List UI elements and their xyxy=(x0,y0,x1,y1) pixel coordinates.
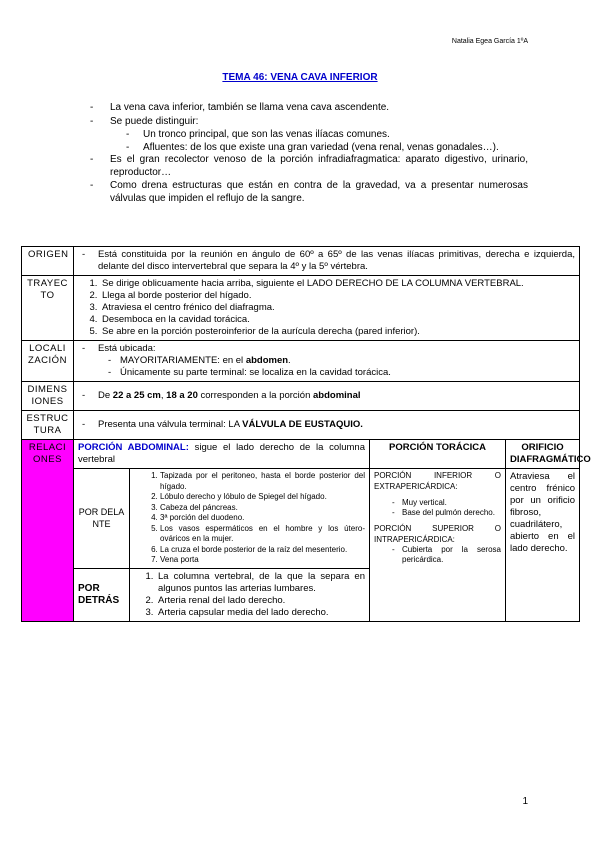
list-item: 4. 3ª porción del duodeno. xyxy=(160,513,365,524)
list-item: - Muy vertical. xyxy=(392,498,447,507)
list-item: 3. Arteria capsular media del lado derecho. xyxy=(156,607,365,619)
list-item: - Como drena estructuras que están en contra de la gravedad, va a presentar numerosas válvulas que impiden el reflujo de la sangre. xyxy=(90,180,528,204)
list-item: - Es el gran recolector venoso de la porción infradiafragmatica: aparato digestivo, urinario, reproductor… xyxy=(90,154,528,178)
row-label-estructura: ESTRUCTURA xyxy=(22,411,74,440)
row-label-relaciones: RELACIONES xyxy=(22,440,74,622)
row-content-dimensiones: - De 22 a 25 cm, 18 a 20 corresponden a la porción abdominal xyxy=(74,382,580,411)
table-row xyxy=(22,341,580,382)
list-item: - Se puede distinguir: xyxy=(90,115,199,127)
table-row xyxy=(22,276,580,341)
toracica-header: PORCIÓN TORÁCICA xyxy=(370,440,506,469)
list-item: 5. Los vasos espermáticos en el hombre y los útero-ováricos en la mujer. xyxy=(160,524,365,545)
header-author: Natalia Egea García 1ºA xyxy=(451,38,528,45)
orificio-header: ORIFICIO DIAFRAGMÁTICO xyxy=(506,440,580,469)
row-content-origen: - Está constituida por la reunión en ángulo de 60º a 65º de las venas ilíacas primitivas, derecha e izquierda, delante del disco intervertebral que separa la 4º y la 5º vértebra. xyxy=(74,247,580,276)
row-label-dimensiones: DIMENSIONES xyxy=(22,382,74,411)
list-item: 6. La cruza el borde posterior de la raíz del mesenterio. xyxy=(160,545,365,556)
toracica-content: PORCIÓN INFERIOR O EXTRAPERICÁRDICA: - Muy vertical. - Base del pulmón derecho. PORCIÓN SUPERIOR O INTRAPERICÁRDICA: - Cubierta por la serosa pericárdica. xyxy=(370,469,506,622)
list-item: 1. La columna vertebral, de la que la separa en algunos puntos las arterias lumbares. xyxy=(156,571,365,595)
table-row xyxy=(22,411,580,440)
list-item: 7. Vena porta xyxy=(160,555,365,566)
intro-list xyxy=(90,102,528,206)
list-item: 5. Se abre en la porción posteroinferior de la aurícula derecha (pared inferior). xyxy=(100,326,575,338)
list-subitem: - Un tronco principal, que son las venas ilíacas comunes. xyxy=(126,129,390,140)
list-item: 3. Atraviesa el centro frénico del diafragma. xyxy=(100,302,575,314)
abdominal-header: PORCIÓN ABDOMINAL: sigue el lado derecho de la columna vertebral xyxy=(74,440,370,469)
row-label-trayecto: TRAYECTO xyxy=(22,276,74,341)
list-item: 2. Arteria renal del lado derecho. xyxy=(156,595,365,607)
page-number: 1 xyxy=(522,796,528,807)
row-label-localizacion: LOCALIZACIÓN xyxy=(22,341,74,382)
orificio-content: Atraviesa el centro frénico por un orificio fibroso, cuadrilátero, abierto en el lado derecho. xyxy=(506,469,580,622)
list-item: 2. Lóbulo derecho y lóbulo de Spiegel del hígado. xyxy=(160,492,365,503)
list-item: 1. Tapizada por el peritoneo, hasta el borde posterior del hígado. xyxy=(160,471,365,492)
delante-content xyxy=(130,469,370,569)
delante-label: POR DELANTE xyxy=(74,469,130,569)
detras-content xyxy=(130,568,370,621)
list-subitem: - Afluentes: de los que existe una gran variedad (vena renal, venas gonadales…). xyxy=(126,141,499,153)
summary-table xyxy=(21,246,591,622)
list-item: - La vena cava inferior, también se llama vena cava ascendente. xyxy=(90,102,390,113)
list-item: 2. Llega al borde posterior del hígado. xyxy=(100,290,575,302)
table-row xyxy=(22,440,580,469)
table-row xyxy=(22,382,580,411)
table-row xyxy=(22,469,580,569)
detras-label: POR DETRÁS xyxy=(74,568,130,621)
row-label-origen: ORIGEN xyxy=(22,247,74,276)
row-content-trayecto xyxy=(74,276,580,341)
page-title: TEMA 46: VENA CAVA INFERIOR xyxy=(222,72,378,83)
row-content-localizacion: - Está ubicada: - MAYORITARIAMENTE: en el abdomen. - Únicamente su parte terminal: se localiza en la cavidad torácica. xyxy=(74,341,580,382)
row-content-estructura: - Presenta una válvula terminal: LA VÁLVULA DE EUSTAQUIO. xyxy=(74,411,580,440)
list-item: 3. Cabeza del páncreas. xyxy=(160,503,365,514)
list-item: - Cubierta por la serosa pericárdica. xyxy=(392,545,501,564)
table-row xyxy=(22,247,580,276)
list-item: - Base del pulmón derecho. xyxy=(392,508,495,517)
list-item: 1. Se dirige oblicuamente hacia arriba, siguiente el LADO DERECHO DE LA COLUMNA VERTEBRAL. xyxy=(100,278,575,290)
list-item: 4. Desemboca en la cavidad torácica. xyxy=(100,314,575,326)
